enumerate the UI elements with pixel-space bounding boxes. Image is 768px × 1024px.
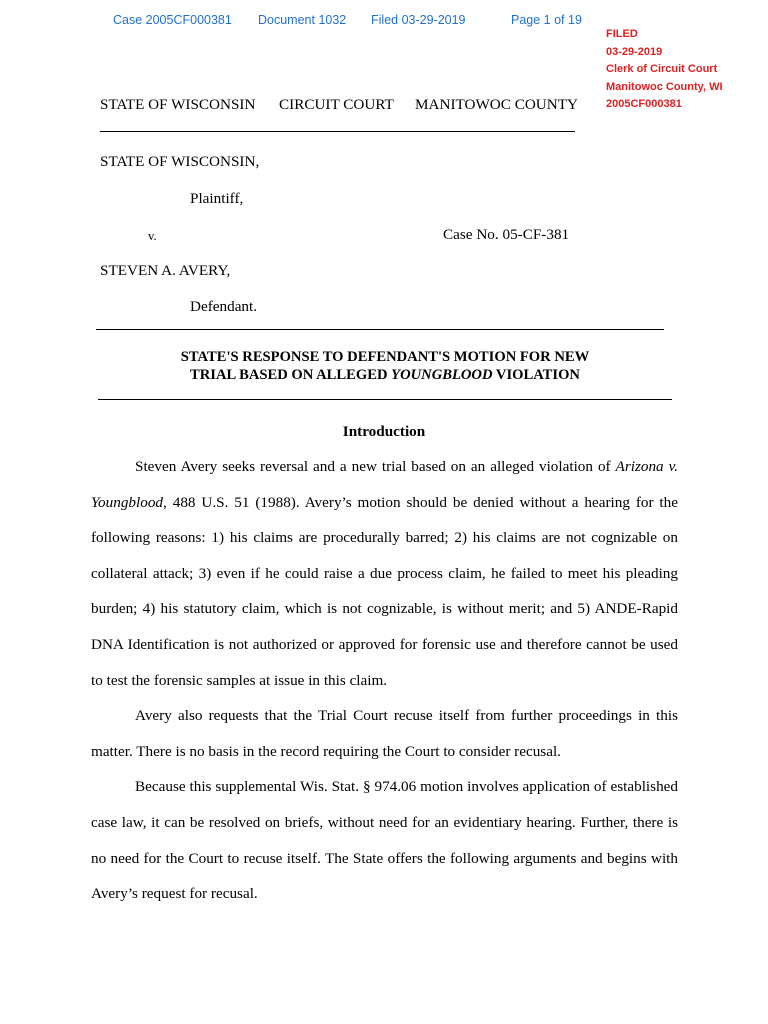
- body-text: [91, 449, 678, 912]
- case-number: Case No. 05-CF-381: [443, 226, 570, 243]
- caption-county: MANITOWOC COUNTY: [415, 96, 578, 113]
- paragraph-2: Avery also requests that the Trial Court recuse itself from further proceedings in this matter. There is no basis in the record requiring the Court to consider recusal.: [91, 707, 678, 760]
- section-heading: Introduction: [342, 423, 426, 440]
- stamp-clerk: Clerk of Circuit Court: [606, 63, 718, 75]
- stamp-filed-label: FILED: [606, 28, 638, 40]
- plaintiff-role: Plaintiff,: [190, 190, 244, 207]
- header-document-number: Document 1032: [258, 13, 347, 27]
- case-citation: Arizona v. Youngblood: [91, 458, 679, 511]
- header-page-number: Page 1 of 19: [511, 13, 582, 27]
- paragraph-3: Because this supplemental Wis. Stat. § 974.06 motion involves application of established case law, it can be resolved on briefs, without need for an evidentiary hearing. Further, there is no need for the Court to recuse itself. The State offers the following arguments and begins with Avery’s request for recusal.: [91, 778, 678, 903]
- title-line-2: TRIAL BASED ON ALLEGED YOUNGBLOOD VIOLATION: [190, 367, 580, 383]
- document-title: [90, 348, 680, 384]
- filed-stamp: [606, 26, 723, 114]
- caption-bottom-rule: [96, 329, 664, 330]
- plaintiff-name: STATE OF WISCONSIN,: [100, 153, 260, 170]
- title-line-1: STATE'S RESPONSE TO DEFENDANT'S MOTION FOR NEW: [180, 349, 590, 365]
- caption-court: CIRCUIT COURT: [279, 96, 394, 113]
- title-bottom-rule: [98, 399, 672, 400]
- header-filed-date: Filed 03-29-2019: [371, 13, 466, 27]
- caption-divider: [100, 131, 575, 132]
- stamp-date: 03-29-2019: [606, 45, 663, 58]
- defendant-role: Defendant.: [190, 298, 258, 315]
- youngblood-italic: YOUNGBLOOD: [391, 367, 493, 383]
- defendant-name: STEVEN A. AVERY,: [100, 262, 231, 279]
- header-case-number: Case 2005CF000381: [113, 13, 232, 27]
- stamp-case-number: 2005CF000381: [606, 98, 682, 110]
- versus-label: v.: [148, 229, 157, 243]
- caption-state: STATE OF WISCONSIN: [100, 96, 256, 113]
- paragraph-1: Steven Avery seeks reversal and a new trial based on an alleged violation of Arizona v. Youngblood, 488 U.S. 51 (1988). Avery’s motion should be denied without a hearing for the following reasons: 1) his claims are procedurally barred; 2) his claims are not cognizable on collateral attack; 3) even if he could raise a due process claim, he failed to meet his pleading burden; 4) his statutory claim, which is not cognizable, is without merit; and 5) ANDE-Rapid DNA Identification is not authorized or approved for forensic use and therefore cannot be used to test the forensic samples at issue in this claim.: [91, 458, 679, 689]
- stamp-county: Manitowoc County, WI: [606, 80, 723, 93]
